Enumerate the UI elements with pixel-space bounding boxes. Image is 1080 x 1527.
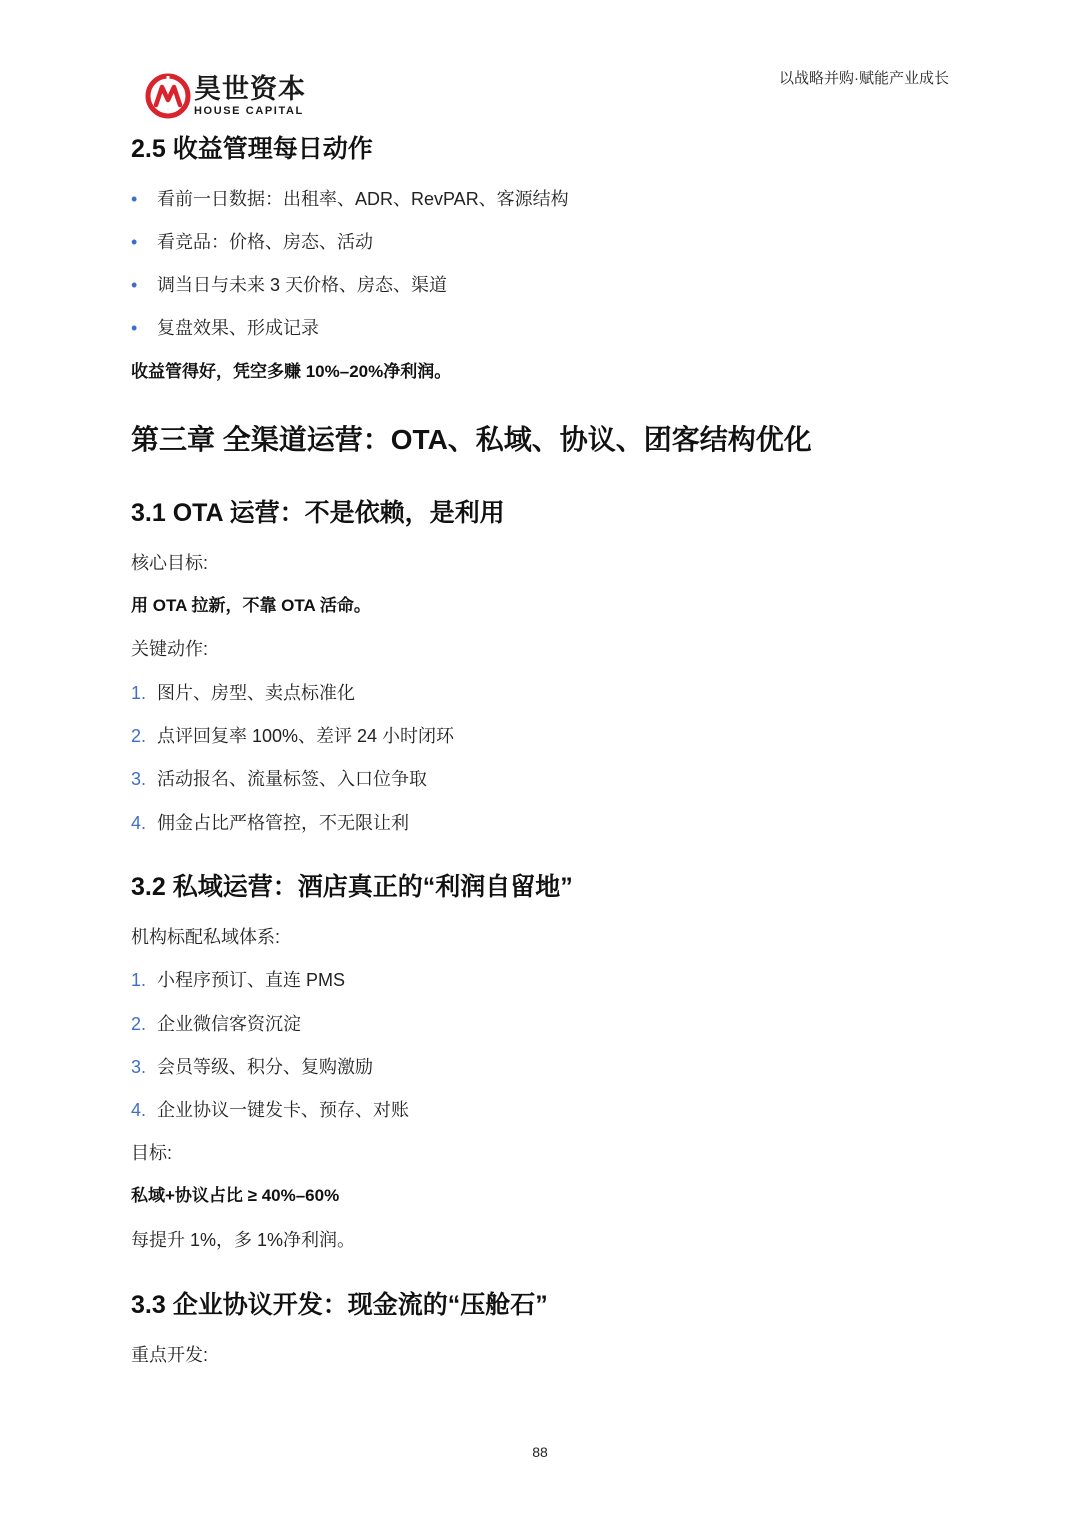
list-number: 2.: [131, 1014, 147, 1034]
header-tagline: 以战略并购·赋能产业成长: [779, 70, 949, 87]
profit-note: 每提升 1%，多 1%净利润。: [131, 1230, 356, 1250]
bullet-marker: •: [131, 275, 138, 295]
section-2-5-heading: 2.5 收益管理每日动作: [131, 135, 373, 163]
system-label: 机构标配私域体系:: [131, 927, 281, 947]
list-item: [131, 273, 447, 297]
target-label: 目标:: [131, 1143, 173, 1163]
list-number: 4.: [131, 1100, 147, 1120]
list-item-text: 活动报名、流量标签、入口位争取: [157, 769, 427, 789]
list-item-text: 图片、房型、卖点标准化: [157, 683, 355, 703]
list-number: 1.: [131, 970, 147, 990]
list-item-text: 佣金占比严格管控，不无限让利: [157, 813, 409, 833]
list-item: [131, 1098, 409, 1122]
list-item: [131, 811, 409, 835]
logo-english-name: HOUSE CAPITAL: [194, 105, 304, 117]
logo-chinese-name: 昊世资本: [194, 74, 306, 104]
list-item: [131, 1012, 301, 1036]
list-number: 3.: [131, 1057, 147, 1077]
list-item: [131, 681, 355, 705]
list-number: 1.: [131, 683, 147, 703]
list-item: [131, 187, 569, 211]
list-item: [131, 316, 319, 340]
list-item-text: 复盘效果、形成记录: [157, 318, 319, 338]
goal-label: 核心目标:: [131, 553, 209, 573]
list-item: [131, 230, 373, 254]
focus-label: 重点开发:: [131, 1345, 209, 1365]
list-item: [131, 968, 345, 992]
section-3-2-heading: 3.2 私域运营：酒店真正的“利润自留地”: [131, 873, 573, 901]
list-item-text: 企业微信客资沉淀: [157, 1014, 301, 1034]
bullet-marker: •: [131, 189, 138, 209]
list-item: [131, 724, 454, 748]
section-3-1-heading: 3.1 OTA 运营：不是依赖，是利用: [131, 499, 505, 527]
list-number: 2.: [131, 726, 147, 746]
chapter-3-heading: 第三章 全渠道运营：OTA、私域、协议、团客结构优化: [131, 424, 812, 455]
list-item-text: 看竞品：价格、房态、活动: [157, 232, 373, 252]
company-logo: [144, 72, 314, 120]
goal-statement: 用 OTA 拉新，不靠 OTA 活命。: [131, 596, 371, 615]
list-item-text: 会员等级、积分、复购激励: [157, 1057, 373, 1077]
list-number: 3.: [131, 769, 147, 789]
list-item-text: 小程序预订、直连 PMS: [157, 970, 346, 990]
actions-label: 关键动作:: [131, 639, 209, 659]
list-item: [131, 1055, 373, 1079]
page-number: 88: [532, 1444, 548, 1460]
section-3-3-heading: 3.3 企业协议开发：现金流的“压舱石”: [131, 1291, 548, 1319]
section-2-5-conclusion: 收益管得好，凭空多赚 10%–20%净利润。: [131, 362, 452, 381]
list-item-text: 点评回复率 100%、差评 24 小时闭环: [157, 726, 455, 746]
house-capital-logo-icon: [144, 72, 192, 120]
bullet-marker: •: [131, 318, 138, 338]
bullet-marker: •: [131, 232, 138, 252]
target-statement: 私域+协议占比 ≥ 40%–60%: [131, 1186, 340, 1205]
list-number: 4.: [131, 813, 147, 833]
list-item-text: 看前一日数据：出租率、ADR、RevPAR、客源结构: [157, 189, 569, 209]
list-item: [131, 767, 427, 791]
list-item-text: 企业协议一键发卡、预存、对账: [157, 1100, 409, 1120]
list-item-text: 调当日与未来 3 天价格、房态、渠道: [157, 275, 448, 295]
